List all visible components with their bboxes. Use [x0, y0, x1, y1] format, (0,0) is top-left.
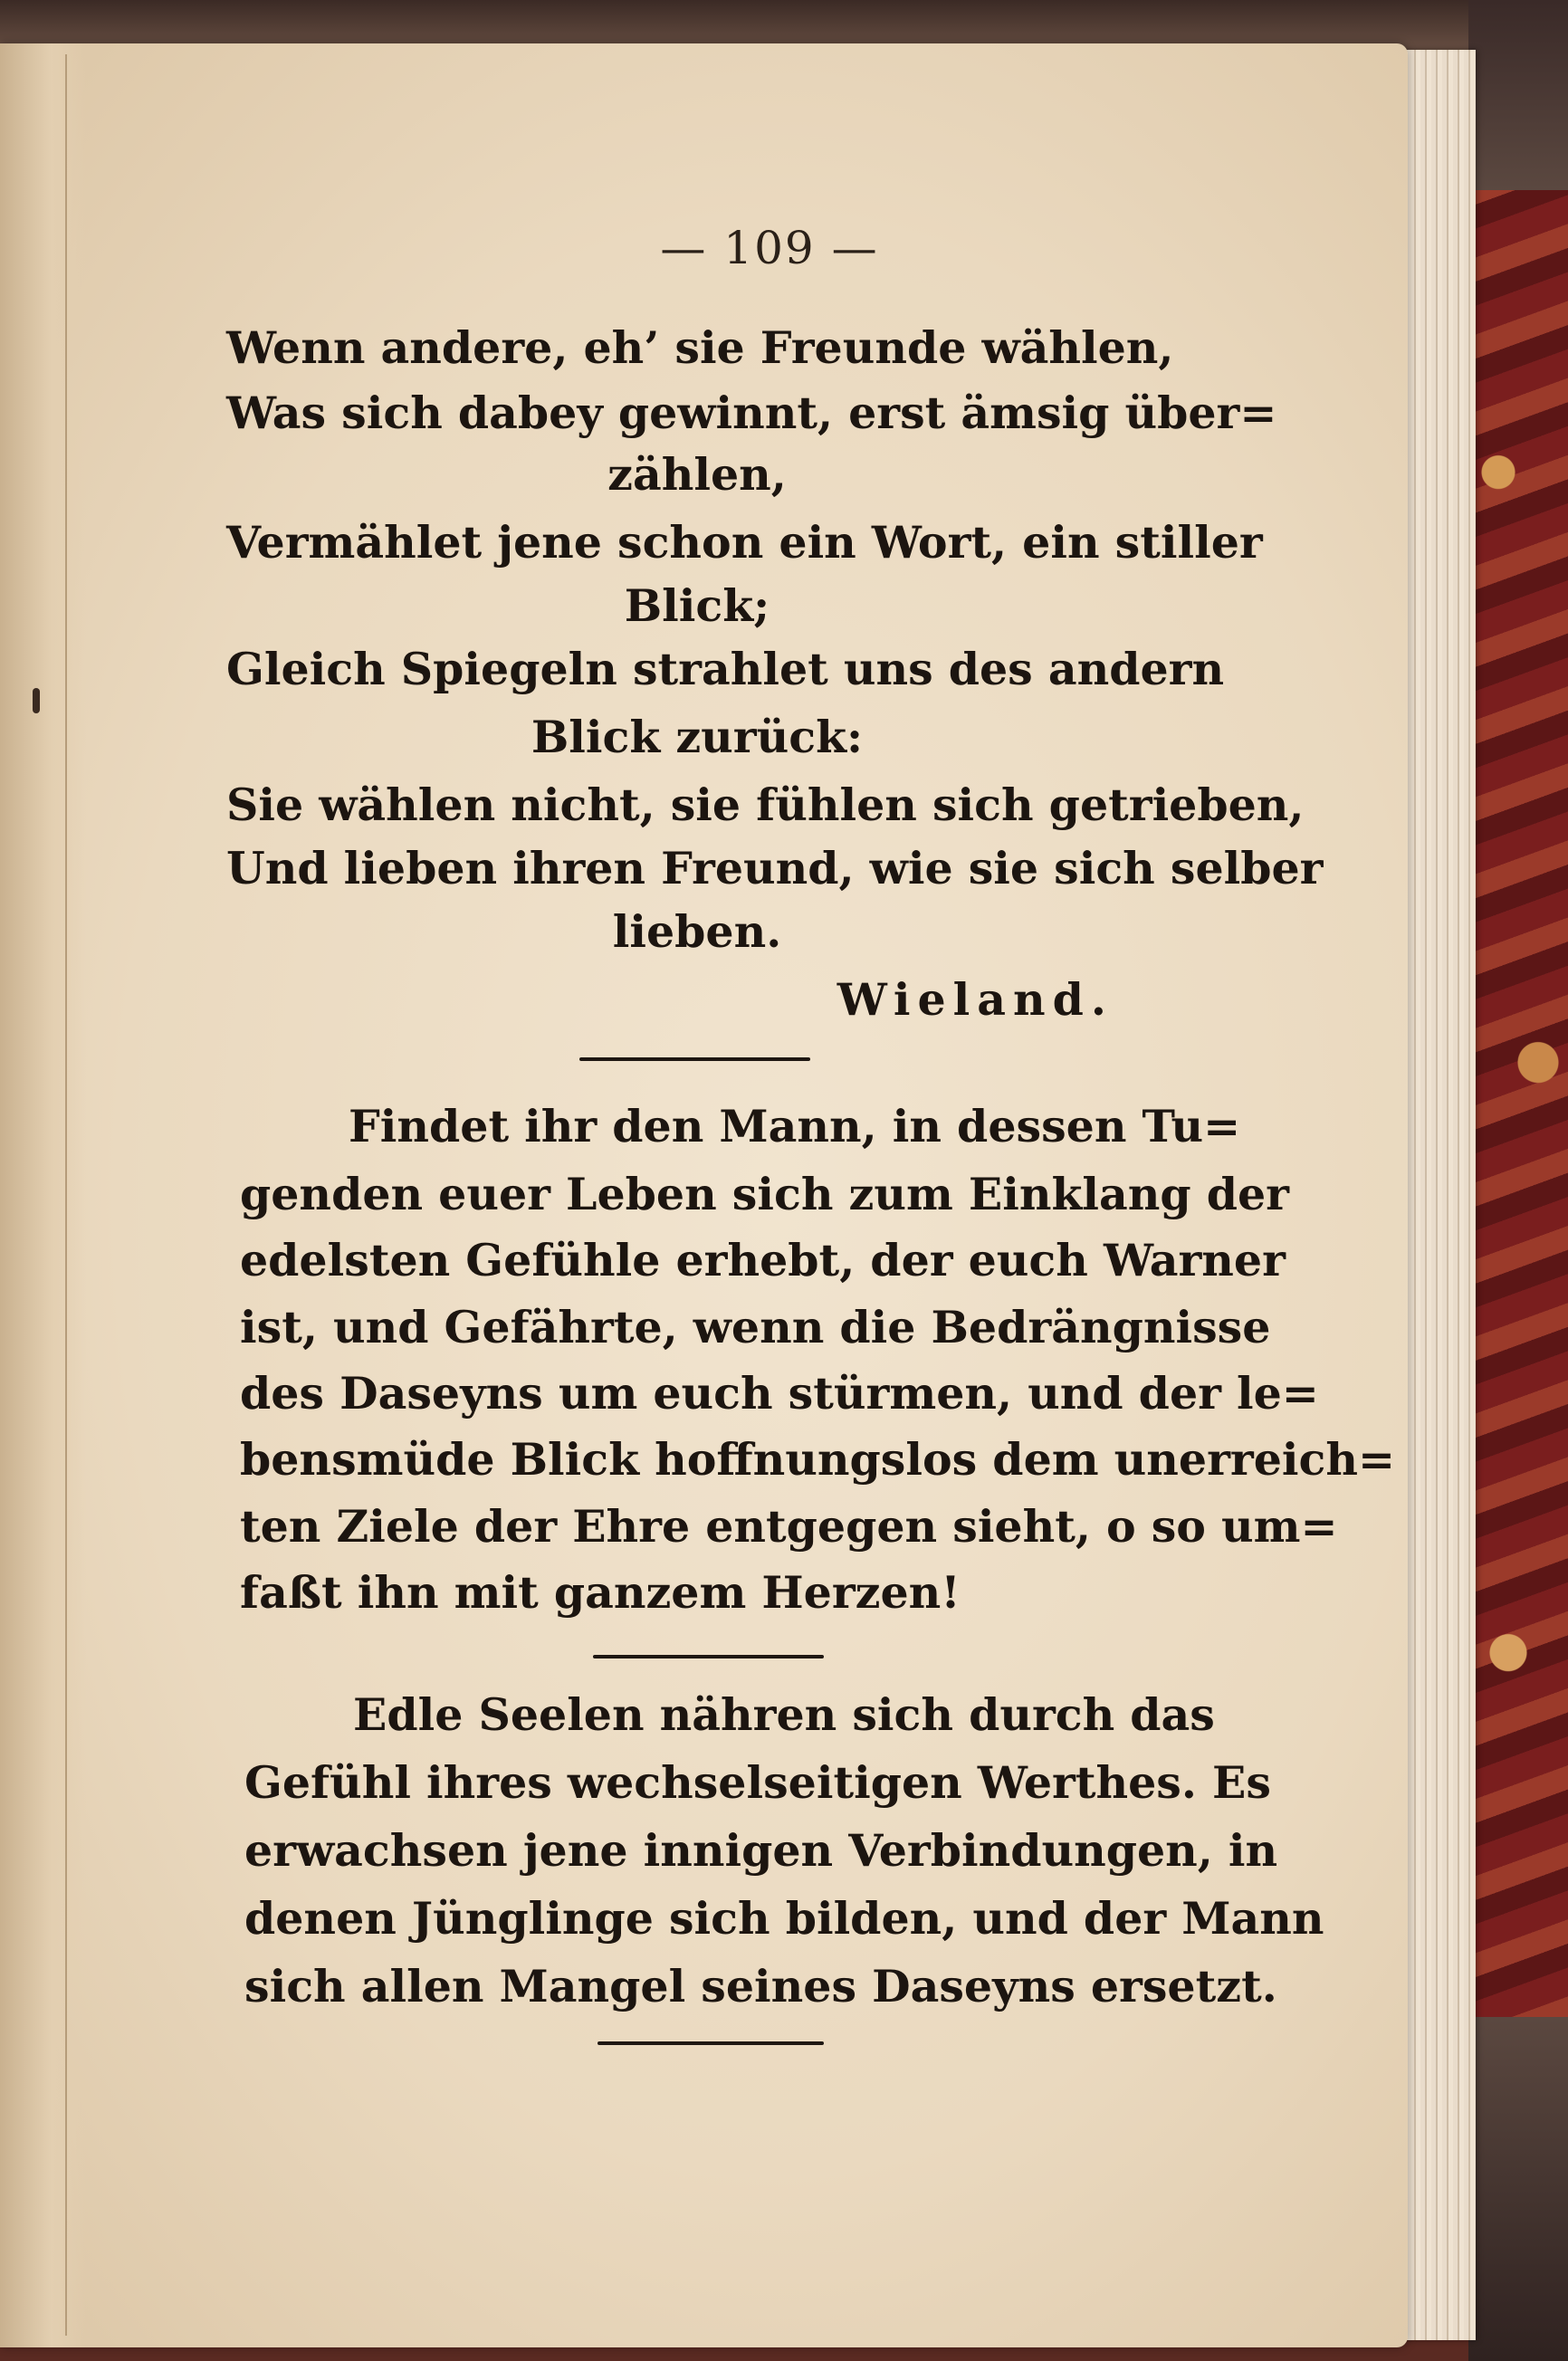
poem-line: Vermählet jene schon ein Wort, ein stiller: [226, 516, 1263, 569]
gutter-mark: [33, 688, 40, 713]
page-gutter: [0, 43, 86, 2347]
poem-line: Blick;: [624, 579, 770, 632]
paragraph-line: genden euer Leben sich zum Einklang der: [240, 1168, 1289, 1220]
poem-line: zählen,: [607, 448, 787, 501]
paragraph-line: erwachsen jene innigen Verbindungen, in: [244, 1824, 1278, 1877]
separator-rule: [579, 1057, 810, 1061]
paragraph-line: ist, und Gefährte, wenn die Bedrängnisse: [240, 1301, 1271, 1353]
poem-author: Wieland.: [837, 973, 1114, 1026]
poem-line: Blick zurück:: [531, 711, 864, 763]
cover-corner-bottom: [1468, 2017, 1568, 2361]
poem-line: Wenn andere, eh’ sie Freunde wählen,: [226, 321, 1174, 374]
paragraph-line: des Daseyns um euch stürmen, und der le=: [240, 1367, 1319, 1419]
paragraph-line: denen Jünglinge sich bilden, und der Mann: [244, 1892, 1324, 1945]
poem-line: Gleich Spiegeln strahlet uns des andern: [226, 643, 1225, 695]
paragraph-line: faßt ihn mit ganzem Herzen!: [240, 1566, 961, 1619]
poem-line: Sie wählen nicht, sie fühlen sich getrieben,: [226, 779, 1305, 831]
poem-line: lieben.: [612, 905, 782, 958]
paragraph-line: Gefühl ihres wechselseitigen Werthes. Es: [244, 1756, 1271, 1809]
separator-rule: [593, 1655, 824, 1658]
separator-rule: [598, 2041, 824, 2045]
paragraph-line: sich allen Mangel seines Daseyns ersetzt.: [244, 1960, 1277, 2012]
cover-corner-top: [1468, 0, 1568, 190]
page-edges: [1399, 50, 1476, 2340]
poem-line: Was sich dabey gewinnt, erst ämsig über=: [226, 387, 1277, 439]
gutter-fold-line: [65, 54, 67, 2336]
paragraph-line: ten Ziele der Ehre entgegen sieht, o so um=: [240, 1500, 1338, 1553]
poem-line: Und lieben ihren Freund, wie sie sich selber: [226, 842, 1324, 894]
marbled-cover-edge: [1468, 0, 1568, 2361]
paragraph-line: edelsten Gefühle erhebt, der euch Warner: [240, 1234, 1286, 1286]
paragraph-line: Edle Seelen nähren sich durch das: [353, 1688, 1215, 1741]
paragraph-line: bensmüde Blick hoffnungslos dem unerreich=: [240, 1433, 1396, 1486]
page-number: — 109 —: [660, 222, 879, 274]
paragraph-line: Findet ihr den Mann, in dessen Tu=: [349, 1100, 1241, 1152]
